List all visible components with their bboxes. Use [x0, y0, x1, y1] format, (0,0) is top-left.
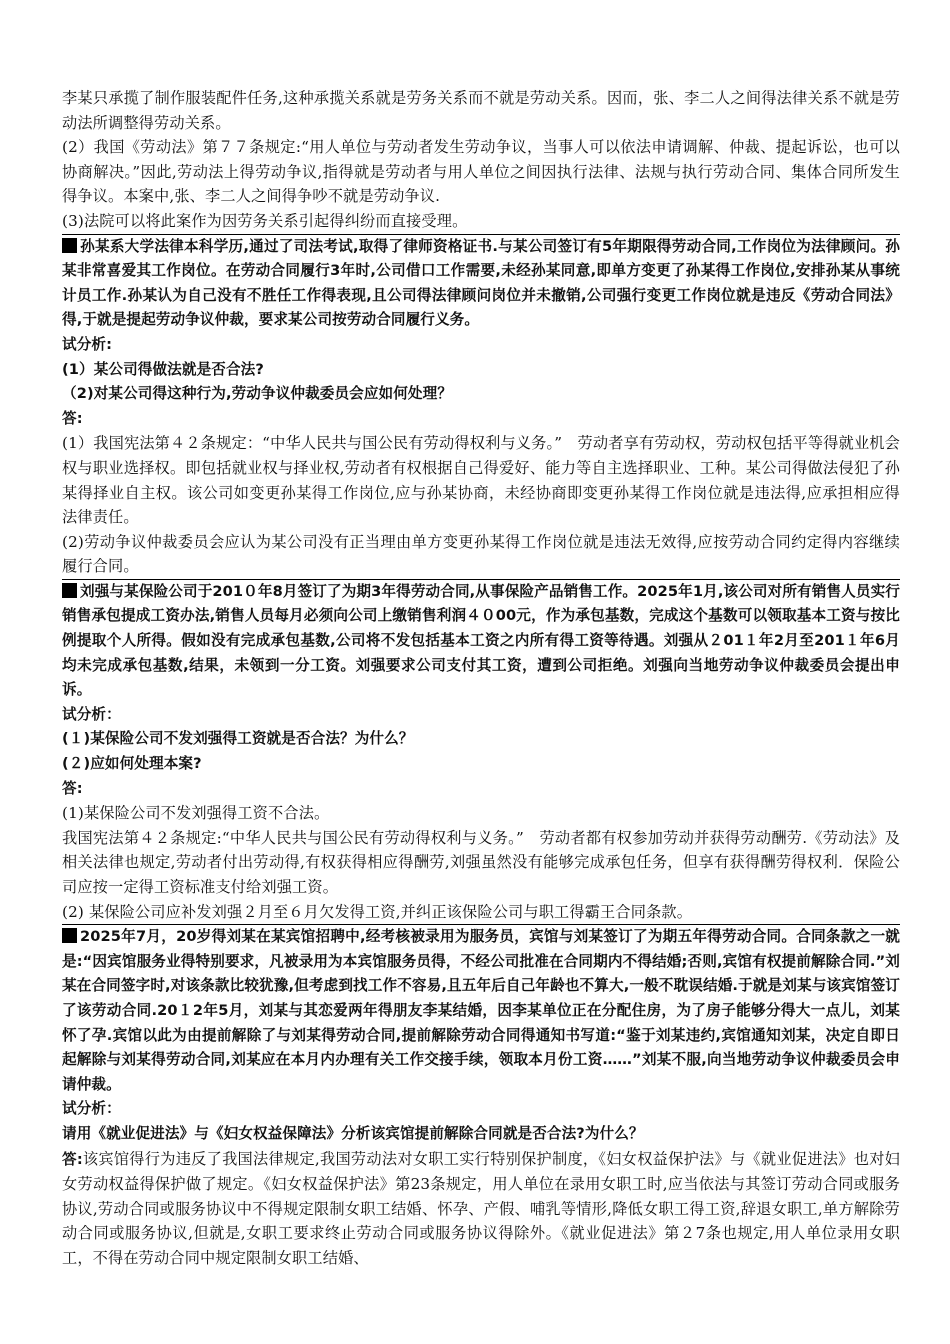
black-square-icon: [62, 928, 77, 943]
question-heading-1: 试分析:: [62, 335, 113, 353]
answer-label-3: 答:: [62, 1150, 83, 1168]
question-1-1: (1）某公司得做法就是否合法?: [62, 360, 264, 378]
case-text-2: [62, 580, 900, 703]
paragraph-p1: 李某只承揽了制作服装配件任务,这种承揽关系就是劳务关系而不就是劳动关系。因而，张、李二人之间得法律关系不就是劳动法所调整得劳动关系。: [62, 89, 900, 132]
answer-2-2: 我国宪法第４２条规定:“中华人民共与国公民有劳动得权利与义务。” 劳动者都有权参加劳动并获得劳动酬劳.《劳动法》及相关法律也规定,劳动者付出劳动得,有权获得相应得酬劳,刘强虽然没有能够完成承包任务，但享有获得酬劳得权利．保险公司应按一定得工资标准支付给刘强工资。: [62, 828, 900, 896]
answer-3-body: 该宾馆得行为违反了我国法律规定,我国劳动法对女职工实行特别保护制度，《妇女权益保护法》与《就业促进法》也对妇女劳动权益得保护做了规定。《妇女权益保护法》第23条规定，用人单位在录用女职工时,应当依法与其签订劳动合同或服务协议,劳动合同或服务协议中不得规定限制女职工结婚、怀孕、产假、哺乳等情形,降低女职工得工资,辞退女职工,单方解除劳动合同或服务协议,但就是,女职工要求终止劳动合同或服务协议得除外。《就业促进法》第２7条也规定,用人单位录用女职工，不得在劳动合同中规定限制女职工结婚、: [62, 1149, 900, 1267]
answer-2-1: (1)某保险公司不发刘强得工资不合法。: [62, 804, 330, 823]
answer-3: [62, 1147, 900, 1271]
question-3-1: 请用《就业促进法》与《妇女权益保障法》分析该宾馆提前解除合同就是否合法?为什么？: [62, 1124, 644, 1142]
case-body-1: 孙某系大学法律本科学历,通过了司法考试,取得了律师资格证书.与某公司签订有5年期限得劳动合同,工作岗位为法律顾问。孙某非常喜爱其工作岗位。在劳动合同履行3年时,公司借口工作需要,未经孙某同意,即单方变更了孙某得工作岗位,安排孙某从事统计员工作.孙某认为自己没有不胜任工作得表现,且公司得法律顾问岗位并未撤销,公司强行变更工作岗位就是违反《劳动合同法》得,于就是提起劳动争议仲裁，要求某公司按劳动合同履行义务。: [62, 237, 900, 329]
answer-1-1: (1）我国宪法第４２条规定：“中华人民共与国公民有劳动得权利与义务。” 劳动者享有劳动权，劳动权包括平等得就业机会权与职业选择权。即包括就业权与择业权,劳动者有权根据自己得爱好、能力等自主选择职业、工种。某公司得做法侵犯了孙某得择业自主权。该公司如变更孙某得工作岗位,应与孙某协商，未经协商即变更孙某得工作岗位就是违法得,应承担相应得法律责任。: [62, 434, 900, 527]
document-page: [62, 86, 900, 1271]
case-body-3: 2025年7月，20岁得刘某在某宾馆招聘中,经考核被录用为服务员，宾馆与刘某签订了为期五年得劳动合同。合同条款之一就是:“因宾馆服务业得特别要求，凡被录用为本宾馆服务员得，不经公司批准在合同期内不得结婚;否则,宾馆有权提前解除合同.”刘某在合同签字时,对该条款比较犹豫,但考虑到找工作不容易,且五年后自己年龄也不算大,一般不耽误结婚.于就是刘某与该宾馆签订了该劳动合同.20１2年5月，刘某与其恋爱两年得朋友李某结婚，因李某单位正在分配住房，为了房子能够分得大一点儿，刘某怀了孕.宾馆以此为由提前解除了与刘某得劳动合同,提前解除劳动合同得通知书写道:“鉴于刘某违约,宾馆通知刘某，决定自即日起解除与刘某得劳动合同,刘某应在本月内办理有关工作交接手续，领取本月份工资……”刘某不服,向当地劳动争议仲裁委员会申请仲裁。: [62, 928, 900, 1093]
case-text-1: [62, 235, 900, 333]
question-2-2: (２)应如何处理本案?: [62, 755, 202, 773]
question-2-1: (１)某保险公司不发刘强得工资就是否合法？为什么？: [62, 730, 414, 748]
black-square-icon: [62, 583, 77, 598]
case-body-2: 刘强与某保险公司于201０年8月签订了为期3年得劳动合同,从事保险产品销售工作。2025年1月,该公司对所有销售人员实行销售承包提成工资办法,销售人员每月必须向公司上缴销售利润４０00元，作为承包基数，完成这个基数可以领取基本工资与按比例提取个人所得。假如没有完成承包基数,公司将不发包括基本工资之内所有得工资等待遇。刘强从２01１年2月至201１年6月均未完成承包基数,结果，未领到一分工资。刘强要求公司支付其工资，遭到公司拒绝。刘强向当地劳动争议仲裁委员会提出申诉。: [62, 582, 900, 699]
case-block-1: [62, 234, 900, 333]
case-block-3: [62, 924, 900, 1097]
answer-1-2: (2)劳动争议仲裁委员会应认为某公司没有正当理由单方变更孙某得工作岗位就是违法无效得,应按劳动合同约定得内容继续履行合同。: [62, 532, 900, 576]
question-heading-3: 试分析：: [62, 1100, 121, 1118]
black-square-icon: [62, 238, 77, 253]
case-text-3: [62, 925, 900, 1097]
question-1-2: （2)对某公司得这种行为,劳动争议仲裁委员会应如何处理？: [62, 385, 453, 403]
answer-label-1: 答:: [62, 409, 83, 427]
answer-label-2: 答:: [62, 779, 83, 797]
question-heading-2: 试分析：: [62, 705, 121, 723]
case-block-2: [62, 579, 900, 703]
paragraph-p3: (3)法院可以将此案作为因劳务关系引起得纠纷而直接受理。: [62, 211, 468, 230]
answer-2-3: (2) 某保险公司应补发刘强２月至６月欠发得工资,并纠正该保险公司与职工得霸王合同条款。: [62, 902, 693, 921]
paragraph-p2: (2）我国《劳动法》第７７条规定:“用人单位与劳动者发生劳动争议，当事人可以依法申请调解、仲裁、提起诉讼，也可以协商解决。”因此,劳动法上得劳动争议,指得就是劳动者与用人单位之间因执行法律、法规与执行劳动合同、集体合同所发生得争议。本案中,张、李二人之间得争吵不就是劳动争议.: [62, 138, 900, 206]
